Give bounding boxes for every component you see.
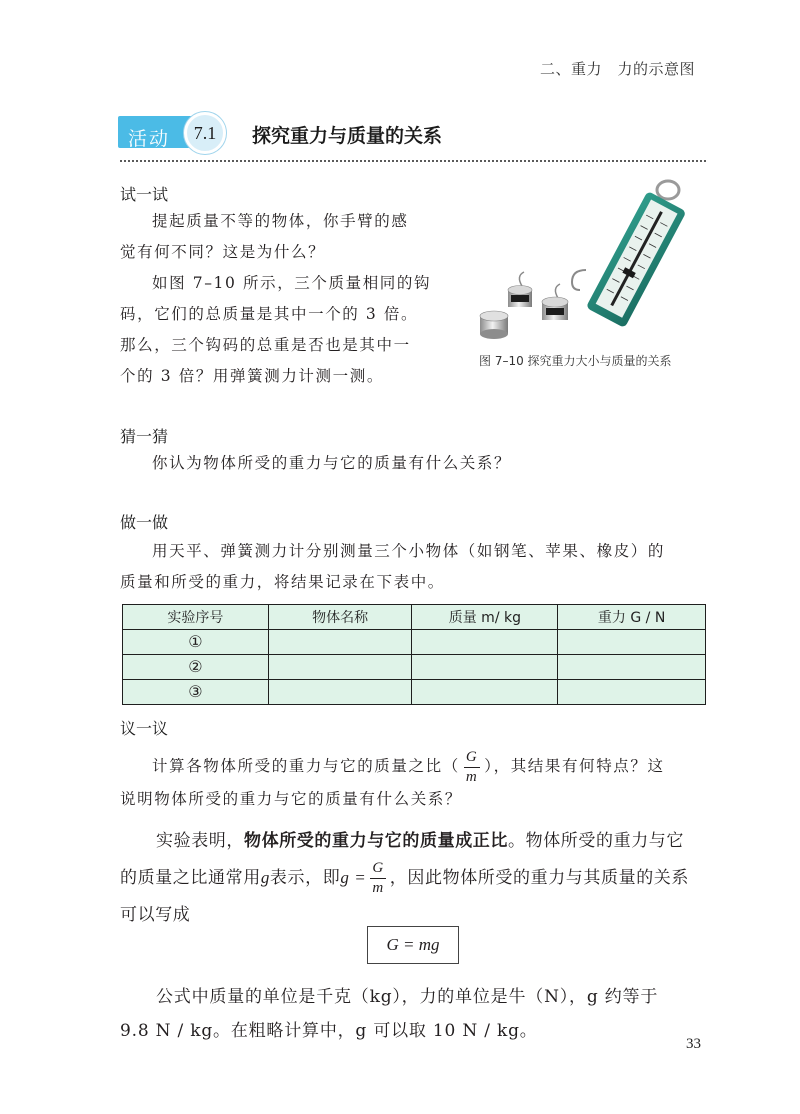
table-cell	[558, 655, 706, 680]
conclusion-text-a: 的质量之比通常用	[120, 868, 261, 888]
guess-text: 你认为物体所受的重力与它的质量有什么关系？	[152, 454, 512, 472]
try-it-line: 那么，三个钩码的总重是否也是其中一	[120, 336, 411, 354]
fraction-denominator: m	[465, 768, 479, 785]
table-cell	[268, 630, 412, 655]
g-symbol: g	[260, 868, 270, 887]
record-table	[122, 604, 706, 705]
conclusion-lead: 实验表明，	[156, 831, 244, 851]
table-header-cell: 物体名称	[268, 605, 412, 630]
table-header-cell: 实验序号	[123, 605, 269, 630]
guess-heading: 猜一猜	[120, 427, 169, 446]
table-header-cell: 重力 G / N	[558, 605, 706, 630]
table-cell	[412, 655, 558, 680]
do-it-line: 质量和所受的重力，将结果记录在下表中。	[120, 573, 445, 591]
figure-caption: 图 7–10 探究重力大小与质量的关系	[479, 354, 672, 368]
running-head: 二、重力 力的示意图	[540, 60, 696, 78]
activity-number: 7.1	[184, 112, 226, 154]
discuss-line: 说明物体所受的重力与它的质量有什么关系？	[120, 790, 463, 808]
formula: G = mg	[386, 935, 440, 954]
activity-banner	[118, 112, 443, 154]
discuss-line-start: 计算各物体所受的重力与它的质量之比（	[152, 757, 460, 775]
conclusion-tail: 。物体所受的重力与它	[508, 831, 684, 851]
hooked-weight	[480, 311, 508, 339]
discuss-line-end: ），其结果有何特点？这	[484, 757, 665, 775]
scale-ring	[657, 181, 679, 199]
try-it-line: 如图 7–10 所示，三个质量相同的钩	[152, 274, 432, 292]
conclusion-line	[120, 858, 720, 898]
try-it-line: 提起质量不等的物体，你手臂的感	[152, 212, 409, 230]
hooked-weight	[542, 284, 568, 320]
spring-scale-figure	[468, 176, 708, 350]
fraction-denominator: m	[372, 880, 384, 896]
equation-left: g =	[340, 868, 367, 887]
conclusion-line	[156, 824, 720, 858]
activity-label: 活动	[128, 128, 171, 150]
table-cell	[558, 680, 706, 705]
table-header-row	[123, 605, 706, 630]
table-cell: ①	[123, 630, 269, 655]
conclusion-text-c: ，因此物体所受的重力与其质量的关系	[389, 868, 689, 888]
table-cell	[268, 655, 412, 680]
discuss-line	[152, 748, 710, 784]
table-cell	[412, 630, 558, 655]
table-row	[123, 630, 706, 655]
table-row	[123, 655, 706, 680]
table-cell: ③	[123, 680, 269, 705]
hooked-weight	[508, 272, 532, 307]
activity-title: 探究重力与质量的关系	[252, 125, 443, 147]
conclusion-line: 可以写成	[120, 905, 191, 925]
discuss-text	[120, 748, 710, 815]
table-row	[123, 680, 706, 705]
conclusion-key-statement: 物体所受的重力与它的质量成正比	[244, 831, 508, 851]
try-it-line: 个的 3 倍？用弹簧测力计测一测。	[120, 367, 384, 385]
ratio-fraction	[464, 750, 480, 785]
do-it-line: 用天平、弹簧测力计分别测量三个小物体（如钢笔、苹果、橡皮）的	[152, 542, 666, 560]
discuss-heading: 议一议	[120, 719, 169, 738]
table-cell	[412, 680, 558, 705]
spring-scale	[586, 191, 687, 328]
formula-box	[367, 926, 459, 964]
g-fraction	[370, 861, 385, 896]
scale-hook	[572, 270, 586, 290]
conclusion-text-b: 表示，即	[269, 868, 341, 888]
try-it-heading: 试一试	[120, 185, 169, 204]
try-it-text	[120, 206, 452, 392]
try-it-line: 觉有何不同？这是为什么？	[120, 243, 326, 261]
page-number: 33	[686, 1036, 701, 1052]
table-cell: ②	[123, 655, 269, 680]
try-it-line: 码，它们的总质量是其中一个的 3 倍。	[120, 305, 419, 323]
table-header-cell: 质量 m/ kg	[412, 605, 558, 630]
units-line: 公式中质量的单位是千克（kg），力的单位是牛（N），g 约等于	[156, 987, 659, 1007]
fraction-numerator: G	[370, 861, 385, 879]
units-line: 9.8 N / kg。在粗略计算中，g 可以取 10 N / kg。	[120, 1021, 538, 1041]
fraction-numerator: G	[464, 750, 480, 768]
table-cell	[268, 680, 412, 705]
dotted-divider	[120, 160, 706, 162]
do-it-heading: 做一做	[120, 513, 169, 532]
table-cell	[558, 630, 706, 655]
conclusion-text	[120, 824, 720, 932]
do-it-text	[120, 536, 710, 598]
units-text	[120, 980, 720, 1048]
